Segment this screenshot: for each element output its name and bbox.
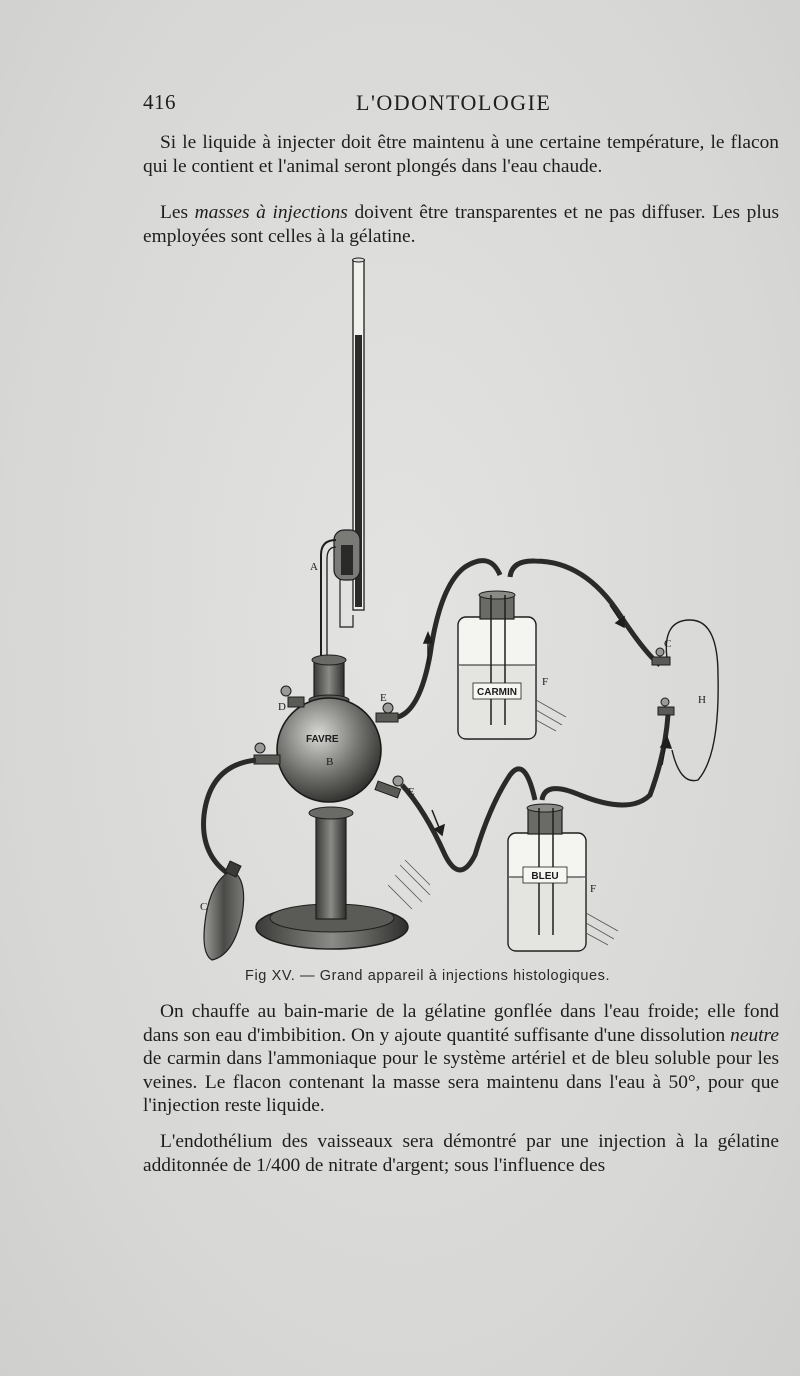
figure-caption: Fig XV. — Grand appareil à injections histologiques. bbox=[245, 968, 611, 984]
bleu-shadow bbox=[586, 913, 618, 945]
paragraph-3-emphasis: neutre bbox=[730, 1024, 779, 1046]
carmin-bottle bbox=[458, 591, 536, 739]
apparatus-illustration bbox=[190, 255, 750, 965]
page-number: 416 bbox=[143, 90, 176, 114]
paragraph-2-before: Les bbox=[160, 202, 195, 223]
paragraph-4-text: L'endothélium des vaisseaux sera démontré par une injection à la gélatine additonnée de 1/400 de nitrate d'argent; sous l'influence des bbox=[143, 1131, 779, 1176]
stopcock-c-right bbox=[652, 648, 670, 665]
rubber-bulb bbox=[204, 861, 244, 960]
label-f-bottom: F bbox=[590, 883, 597, 895]
stand bbox=[256, 807, 408, 949]
manometer bbox=[321, 258, 365, 657]
carmin-shadow bbox=[536, 700, 566, 731]
label-c-bulb: C bbox=[200, 901, 208, 913]
bulb-hose bbox=[204, 760, 256, 875]
label-f-top: F bbox=[542, 676, 549, 688]
carmin-label: CARMIN bbox=[477, 687, 517, 698]
stopcock-e-bottom bbox=[375, 776, 403, 798]
label-favre: FAVRE bbox=[306, 734, 339, 745]
paragraph-masses bbox=[143, 201, 779, 248]
paragraph-3-after: de carmin dans l'ammoniaque pour le système artériel et de bleu soluble pour les veines. Le flacon contenant la masse sera maintenu dans l'eau à 50°, pour que l'injection reste liquide. bbox=[143, 1048, 779, 1117]
paragraph-temperature bbox=[143, 131, 779, 178]
page-header bbox=[143, 90, 783, 120]
paragraph-gelatine bbox=[143, 1000, 779, 1118]
label-d: D bbox=[278, 701, 286, 713]
running-title: L'ODONTOLOGIE bbox=[356, 90, 552, 115]
label-e-top: E bbox=[380, 692, 387, 704]
paragraph-2-emphasis: masses à injections bbox=[194, 202, 348, 223]
stopcock-h bbox=[658, 698, 674, 715]
paragraph-endothelium bbox=[143, 1130, 779, 1177]
injection-apparatus-figure bbox=[190, 255, 750, 965]
stopcock-left bbox=[254, 743, 280, 764]
label-a: A bbox=[310, 561, 318, 573]
label-e-bottom: E bbox=[408, 786, 415, 798]
bleu-label: BLEU bbox=[531, 871, 559, 882]
paragraph-1-text: Si le liquide à injecter doit être maintenu à une certaine température, le flacon qui le contient et l'animal seront plongés dans l'eau chaude. bbox=[143, 132, 779, 177]
favre-sphere bbox=[277, 698, 381, 802]
stand-shadow bbox=[388, 860, 430, 909]
stopcock-e-top bbox=[376, 703, 398, 722]
label-h: H bbox=[698, 694, 706, 706]
hose-bleu-out bbox=[542, 715, 668, 805]
paragraph-3-before: On chauffe au bain-marie de la gélatine gonflée dans l'eau froide; elle fond dans son eau d'imbibition. On y ajoute quantité suffisante d'une dissolution bbox=[143, 1001, 779, 1046]
bleu-bottle bbox=[508, 804, 586, 951]
label-c-right: C bbox=[664, 638, 672, 650]
paragraph-2-after: doivent être transparentes et ne pas diffuser. Les plus employées sont celles à la gélatine. bbox=[143, 202, 779, 247]
label-b: B bbox=[326, 756, 334, 768]
specimen-loop bbox=[666, 620, 718, 781]
